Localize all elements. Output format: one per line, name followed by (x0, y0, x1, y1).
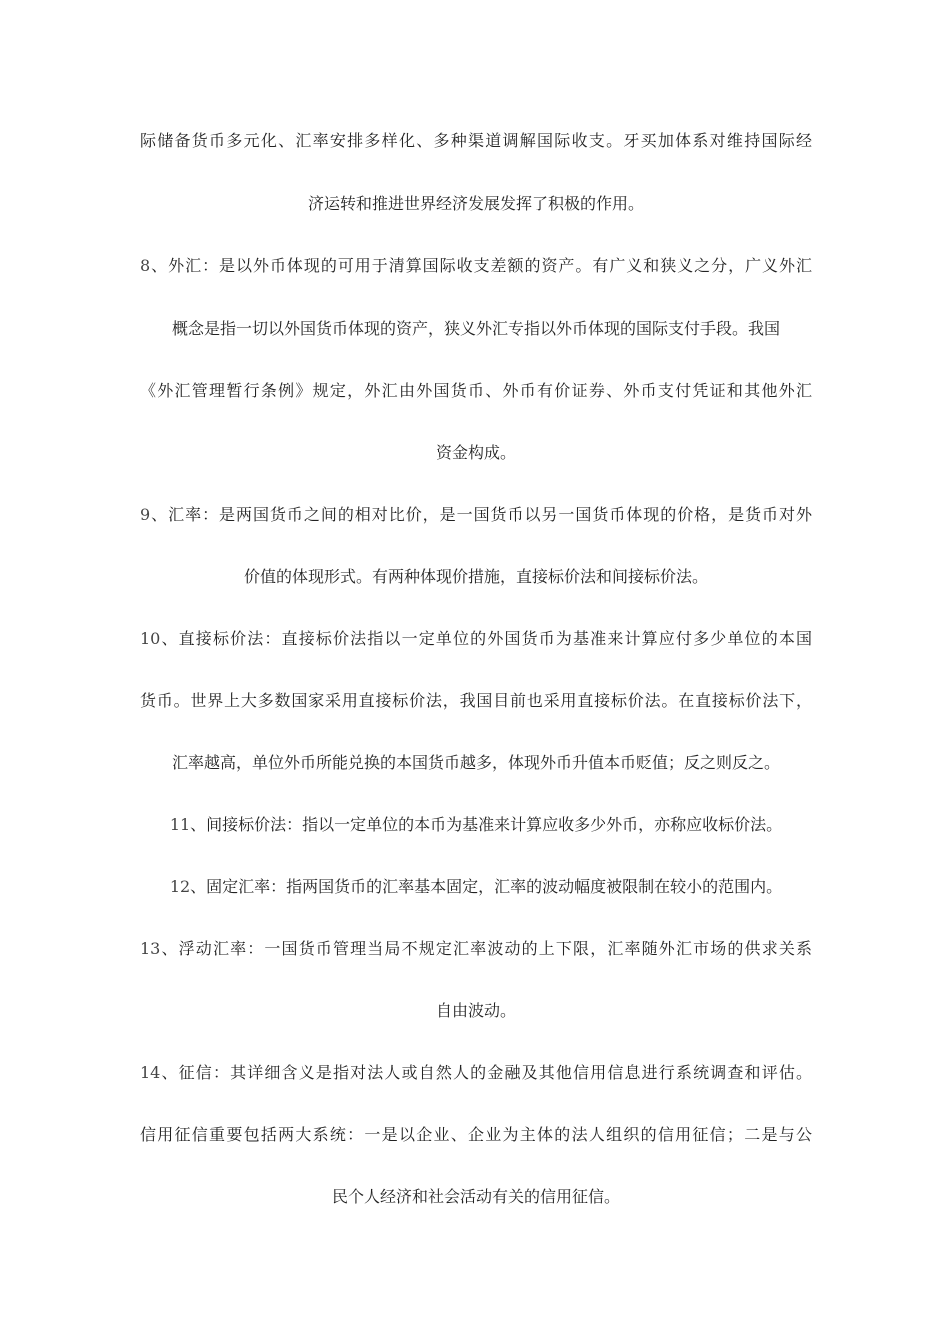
text-line (140, 691, 812, 711)
text-line (140, 753, 812, 773)
item-number: 13 (140, 939, 161, 958)
text-line (140, 1187, 812, 1207)
definition-direct-quotation (140, 629, 812, 649)
paragraph-text: 信用征信重要包括两大系统：一是以企业、企业为主体的法人组织的信用征信；二是与公 (140, 1125, 812, 1144)
definition-credit-reporting (140, 1063, 812, 1083)
definition-floating-rate (140, 939, 812, 959)
paragraph-text: 资金构成。 (435, 443, 516, 462)
paragraph-text: 价值的体现形式。有两种体现价措施，直接标价法和间接标价法。 (243, 567, 708, 586)
item-number: 8 (140, 256, 151, 275)
text-line (140, 443, 812, 463)
paragraph-text: 、固定汇率：指两国货币的汇率基本固定，汇率的波动幅度被限制在较小的范围内。 (190, 877, 783, 896)
text-line (140, 567, 812, 587)
text-line (140, 1125, 812, 1145)
item-number: 14 (140, 1063, 161, 1082)
text-line (140, 319, 812, 339)
item-number: 11 (169, 815, 191, 834)
text-line (140, 1001, 812, 1021)
paragraph-text: 货币。世界上大多数国家采用直接标价法，我国目前也采用直接标价法。在直接标价法下， (140, 691, 812, 710)
paragraph-text: 民个人经济和社会活动有关的信用征信。 (331, 1187, 620, 1206)
paragraph-text: 、浮动汇率：一国货币管理当局不规定汇率波动的上下限，汇率随外汇市场的供求关系 (160, 939, 812, 958)
definition-indirect-quotation (140, 815, 812, 835)
definition-fixed-rate (140, 877, 812, 897)
item-number: 9 (140, 505, 151, 524)
paragraph-text: 、汇率：是两国货币之间的相对比价，是一国货币以另一国货币体现的价格，是货币对外 (150, 505, 812, 524)
paragraph-text: 、征信：其详细含义是指对法人或自然人的金融及其他信用信息进行系统调查和评估。 (160, 1063, 812, 1082)
item-number: 10 (140, 629, 161, 648)
item-number: 12 (169, 877, 191, 896)
paragraph-text: 、直接标价法：直接标价法指以一定单位的外国货币为基准来计算应付多少单位的本国 (160, 629, 812, 648)
text-line (140, 131, 812, 151)
paragraph-text: 概念是指一切以外国货币体现的资产，狭义外汇专指以外币体现的国际支付手段。我国 (171, 319, 780, 338)
definition-foreign-exchange (140, 256, 812, 276)
paragraph-text: 汇率越高，单位外币所能兑换的本国货币越多，体现外币升值本币贬值；反之则反之。 (171, 753, 780, 772)
paragraph-text: 《外汇管理暂行条例》规定，外汇由外国货币、外币有价证券、外币支付凭证和其他外汇 (140, 381, 812, 400)
paragraph-text: 际储备货币多元化、汇率安排多样化、多种渠道调解国际收支。牙买加体系对维持国际经 (140, 131, 812, 150)
paragraph-text: 、外汇：是以外币体现的可用于清算国际收支差额的资产。有广义和狭义之分，广义外汇 (150, 256, 812, 275)
paragraph-text: 、间接标价法：指以一定单位的本币为基准来计算应收多少外币，亦称应收标价法。 (190, 815, 783, 834)
definition-exchange-rate (140, 505, 812, 525)
paragraph-text: 济运转和推进世界经济发展发挥了积极的作用。 (307, 194, 644, 213)
text-line (140, 194, 812, 214)
text-line (140, 381, 812, 401)
paragraph-text: 自由波动。 (435, 1001, 516, 1020)
